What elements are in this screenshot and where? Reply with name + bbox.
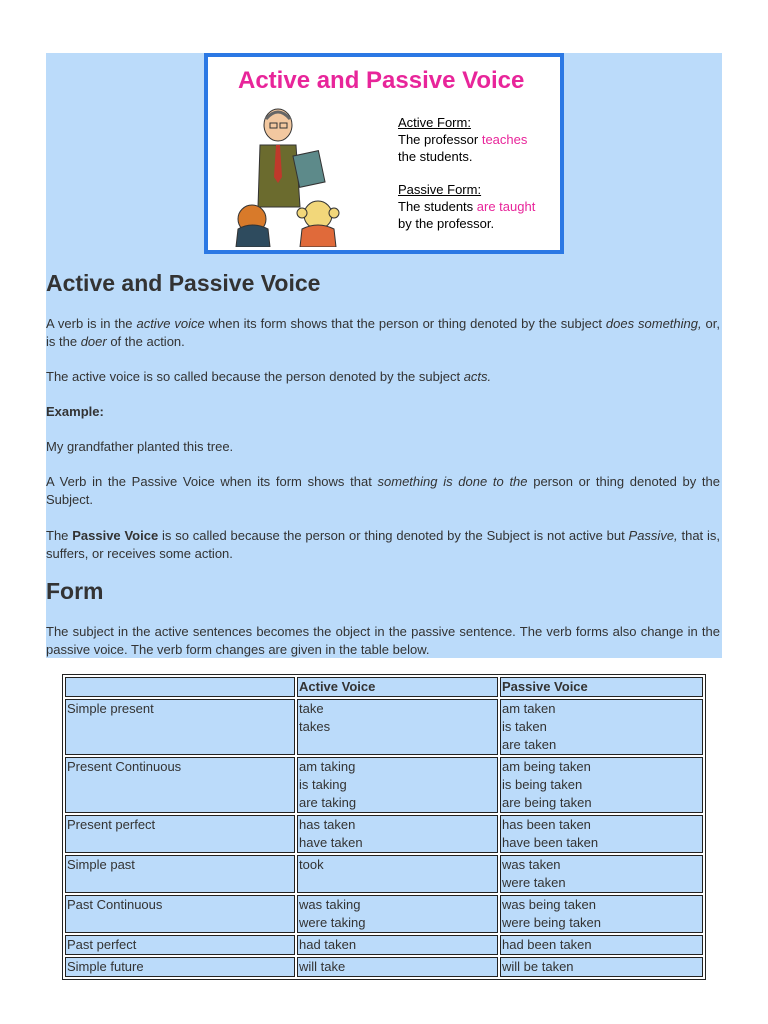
table-header-row	[65, 677, 703, 697]
active-verb-form: am taking	[299, 759, 356, 774]
table-row	[65, 699, 703, 755]
active-voice-cell	[297, 699, 498, 755]
active-voice-cell	[297, 957, 498, 977]
passive-verb-form: have been taken	[502, 835, 599, 850]
passive-verb-form: am being taken	[502, 759, 591, 774]
passive-verb-form: had been taken	[502, 937, 592, 952]
passive-verb-form: are taken	[502, 737, 557, 752]
active-verb-form: has taken	[299, 817, 356, 832]
paragraph-active-definition: A verb is in the active voice when its form shows that the person or thing denoted by the subject does something, or, is the doer of the action.	[46, 316, 720, 349]
passive-verb-form: were being taken	[502, 915, 602, 930]
active-verb-form: have taken	[299, 835, 363, 850]
active-voice-cell	[297, 855, 498, 893]
paragraph-active-explanation: The active voice is so called because the person denoted by the subject acts.	[46, 369, 492, 384]
table-row	[65, 815, 703, 853]
active-verb-form: were taking	[299, 915, 366, 930]
tense-cell: Past Continuous	[65, 895, 295, 933]
active-form-line-2: the students.	[398, 149, 473, 164]
passive-verb-form: is taken	[502, 719, 547, 734]
active-verb-form: are taking	[299, 795, 357, 810]
passive-verb-form: am taken	[502, 701, 556, 716]
table-row	[65, 757, 703, 813]
active-form-line-1: The professor teaches	[398, 132, 528, 147]
tense-cell: Present perfect	[65, 815, 295, 853]
active-voice-cell	[297, 895, 498, 933]
passive-verb-form: were taken	[502, 875, 566, 890]
tense-cell: Simple past	[65, 855, 295, 893]
form-heading: Form	[46, 578, 104, 604]
passive-verb-form: are being taken	[502, 795, 592, 810]
table-header-tense	[65, 677, 295, 697]
passive-form-line-1: The students are taught	[398, 199, 536, 214]
table-header-passive: Passive Voice	[500, 677, 703, 697]
active-form-label: Active Form:	[398, 115, 471, 130]
active-verb-form: takes	[299, 719, 331, 734]
page-title: Active and Passive Voice	[46, 270, 321, 296]
table-row	[65, 935, 703, 955]
banner-title: Active and Passive Voice	[238, 67, 525, 94]
table-row	[65, 895, 703, 933]
passive-verb-form: was being taken	[502, 897, 596, 912]
paragraph-passive-explanation: The Passive Voice is so called because the person or thing denoted by the Subject is not active but Passive, that is, suffers, or receives some action.	[46, 528, 720, 561]
teacher-students-illustration	[230, 97, 360, 247]
active-voice-cell	[297, 757, 498, 813]
table-header-active: Active Voice	[297, 677, 498, 697]
tense-cell: Simple future	[65, 957, 295, 977]
passive-voice-cell	[500, 855, 703, 893]
passive-voice-cell	[500, 757, 703, 813]
active-verb-form: had taken	[299, 937, 357, 952]
active-verb-form: was taking	[299, 897, 361, 912]
form-intro: The subject in the active sentences becomes the object in the passive sentence. The verb forms also change in the passive voice. The verb form changes are given in the table below.	[46, 624, 720, 657]
passive-voice-cell	[500, 699, 703, 755]
banner-image	[204, 53, 564, 254]
example-label: Example:	[46, 404, 104, 419]
active-verb-form: take	[299, 701, 324, 716]
table-row	[65, 855, 703, 893]
passive-verb-form: was taken	[502, 857, 561, 872]
active-verb-form: is taking	[299, 777, 347, 792]
passive-verb-form: will be taken	[502, 959, 574, 974]
passive-verb-form: has been taken	[502, 817, 591, 832]
example-sentence: My grandfather planted this tree.	[46, 439, 234, 454]
active-verb-form: took	[299, 857, 324, 872]
tense-cell: Past perfect	[65, 935, 295, 955]
active-voice-cell	[297, 815, 498, 853]
table-row	[65, 957, 703, 977]
active-verb-form: will take	[299, 959, 346, 974]
passive-voice-cell	[500, 935, 703, 955]
tense-cell: Simple present	[65, 699, 295, 755]
tense-cell: Present Continuous	[65, 757, 295, 813]
passive-voice-cell	[500, 895, 703, 933]
verb-forms-table	[62, 674, 706, 980]
active-voice-cell	[297, 935, 498, 955]
paragraph-passive-definition: A Verb in the Passive Voice when its form shows that something is done to the person or thing denoted by the Subject.	[46, 474, 721, 507]
passive-form-label: Passive Form:	[398, 182, 482, 197]
passive-verb-form: is being taken	[502, 777, 583, 792]
passive-voice-cell	[500, 815, 703, 853]
passive-voice-cell	[500, 957, 703, 977]
passive-form-line-2: by the professor.	[398, 216, 495, 231]
